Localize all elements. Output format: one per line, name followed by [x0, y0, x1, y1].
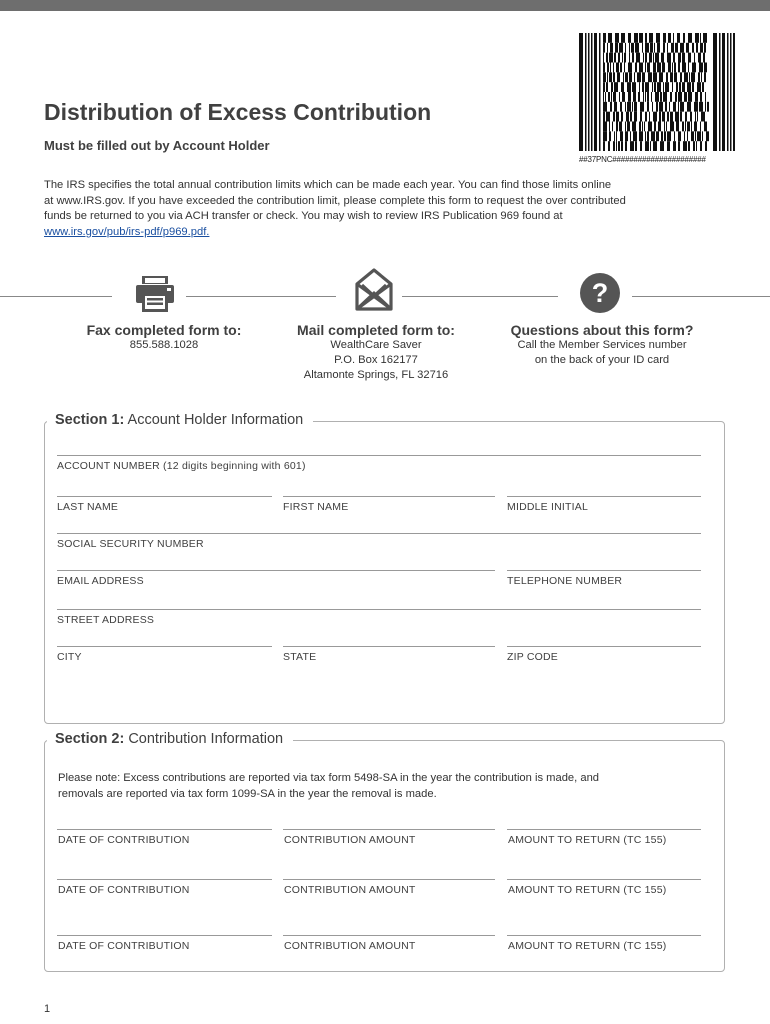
section-2-heading: Contribution Information — [128, 731, 284, 747]
zip-code-field[interactable] — [507, 646, 701, 647]
section-2-note — [58, 770, 708, 802]
amount-to-return-field[interactable] — [507, 879, 701, 880]
note-line: Please note: Excess contributions are reported via tax form 5498-SA in the year the contribution is made, and — [58, 772, 600, 784]
section-2-title — [47, 731, 293, 747]
state-field[interactable] — [283, 646, 495, 647]
state-label: STATE — [283, 651, 317, 663]
contribution-amount-label: CONTRIBUTION AMOUNT — [284, 940, 416, 952]
section-1-title — [47, 412, 313, 428]
section-1-label: Section 1: — [55, 412, 125, 428]
amount-to-return-label: AMOUNT TO RETURN (TC 155) — [508, 940, 667, 952]
mail-address-line: P.O. Box 162177 — [334, 354, 418, 366]
city-label: CITY — [57, 651, 82, 663]
page-subtitle: Must be filled out by Account Holder — [44, 138, 270, 153]
section-1-heading: Account Holder Information — [127, 412, 304, 428]
date-of-contribution-field[interactable] — [57, 879, 272, 880]
questions-line: Call the Member Services number — [517, 339, 687, 351]
svg-text:?: ? — [591, 278, 609, 308]
envelope-icon — [354, 266, 394, 312]
page-title: Distribution of Excess Contribution — [44, 99, 432, 125]
contribution-amount-label: CONTRIBUTION AMOUNT — [284, 884, 416, 896]
email-field[interactable] — [57, 570, 495, 571]
account-number-label: ACCOUNT NUMBER (12 digits beginning with 601) — [57, 460, 306, 472]
contribution-amount-field[interactable] — [283, 829, 495, 830]
mail-heading: Mail completed form to: — [297, 322, 455, 338]
fax-heading: Fax completed form to: — [86, 322, 242, 338]
amount-to-return-field[interactable] — [507, 829, 701, 830]
contribution-amount-field[interactable] — [283, 935, 495, 936]
question-mark-icon — [578, 271, 622, 315]
account-number-field[interactable] — [57, 455, 701, 456]
contribution-amount-field[interactable] — [283, 879, 495, 880]
section-2-label: Section 2: — [55, 731, 125, 747]
date-of-contribution-field[interactable] — [57, 935, 272, 936]
amount-to-return-label: AMOUNT TO RETURN (TC 155) — [508, 834, 667, 846]
first-name-field[interactable] — [283, 496, 495, 497]
street-address-field[interactable] — [57, 609, 701, 610]
intro-line: The IRS specifies the total annual contribution limits which can be made each year. You can find those limits online — [44, 179, 612, 191]
irs-publication-link[interactable]: www.irs.gov/pub/irs-pdf/p969.pdf. — [44, 225, 210, 238]
divider-line — [186, 296, 336, 297]
barcode-text: ##37PNC###################### — [579, 155, 706, 164]
zip-code-label: ZIP CODE — [507, 651, 558, 663]
city-field[interactable] — [57, 646, 272, 647]
date-of-contribution-label: DATE OF CONTRIBUTION — [58, 834, 190, 846]
questions-contact — [495, 322, 709, 368]
amount-to-return-label: AMOUNT TO RETURN (TC 155) — [508, 884, 667, 896]
email-label: EMAIL ADDRESS — [57, 575, 144, 587]
contribution-amount-label: CONTRIBUTION AMOUNT — [284, 834, 416, 846]
amount-to-return-field[interactable] — [507, 935, 701, 936]
mail-contact — [276, 322, 476, 383]
divider-line — [402, 296, 558, 297]
top-bar — [0, 0, 770, 11]
date-of-contribution-label: DATE OF CONTRIBUTION — [58, 940, 190, 952]
questions-line: on the back of your ID card — [534, 354, 670, 366]
last-name-field[interactable] — [57, 496, 272, 497]
fax-contact — [64, 322, 264, 353]
page-number: 1 — [44, 1003, 51, 1015]
ssn-label: SOCIAL SECURITY NUMBER — [57, 538, 204, 550]
middle-initial-field[interactable] — [507, 496, 701, 497]
divider-line — [0, 296, 112, 297]
questions-heading: Questions about this form? — [510, 322, 694, 338]
telephone-label: TELEPHONE NUMBER — [507, 575, 623, 587]
first-name-label: FIRST NAME — [283, 501, 349, 513]
date-of-contribution-label: DATE OF CONTRIBUTION — [58, 884, 190, 896]
divider-line — [632, 296, 770, 297]
printer-icon — [134, 274, 176, 314]
intro-line: funds be returned to you via ACH transfer or check. You may wish to review IRS Publication 969 found at — [44, 210, 563, 222]
telephone-field[interactable] — [507, 570, 701, 571]
fax-number: 855.588.1028 — [129, 339, 199, 351]
mail-address-line: WealthCare Saver — [330, 339, 422, 351]
note-line: removals are reported via tax form 1099-SA in the year the removal is made. — [58, 788, 437, 800]
street-address-label: STREET ADDRESS — [57, 614, 155, 626]
mail-address-line: Altamonte Springs, FL 32716 — [303, 369, 449, 381]
intro-line: at www.IRS.gov. If you have exceeded the contribution limit, please complete this form to request the over contributed — [44, 194, 626, 207]
ssn-field[interactable] — [57, 533, 701, 534]
middle-initial-label: MIDDLE INITIAL — [507, 501, 588, 513]
date-of-contribution-field[interactable] — [57, 829, 272, 830]
pdf417-barcode — [579, 33, 735, 151]
intro-paragraph — [44, 178, 714, 240]
last-name-label: LAST NAME — [57, 501, 119, 513]
